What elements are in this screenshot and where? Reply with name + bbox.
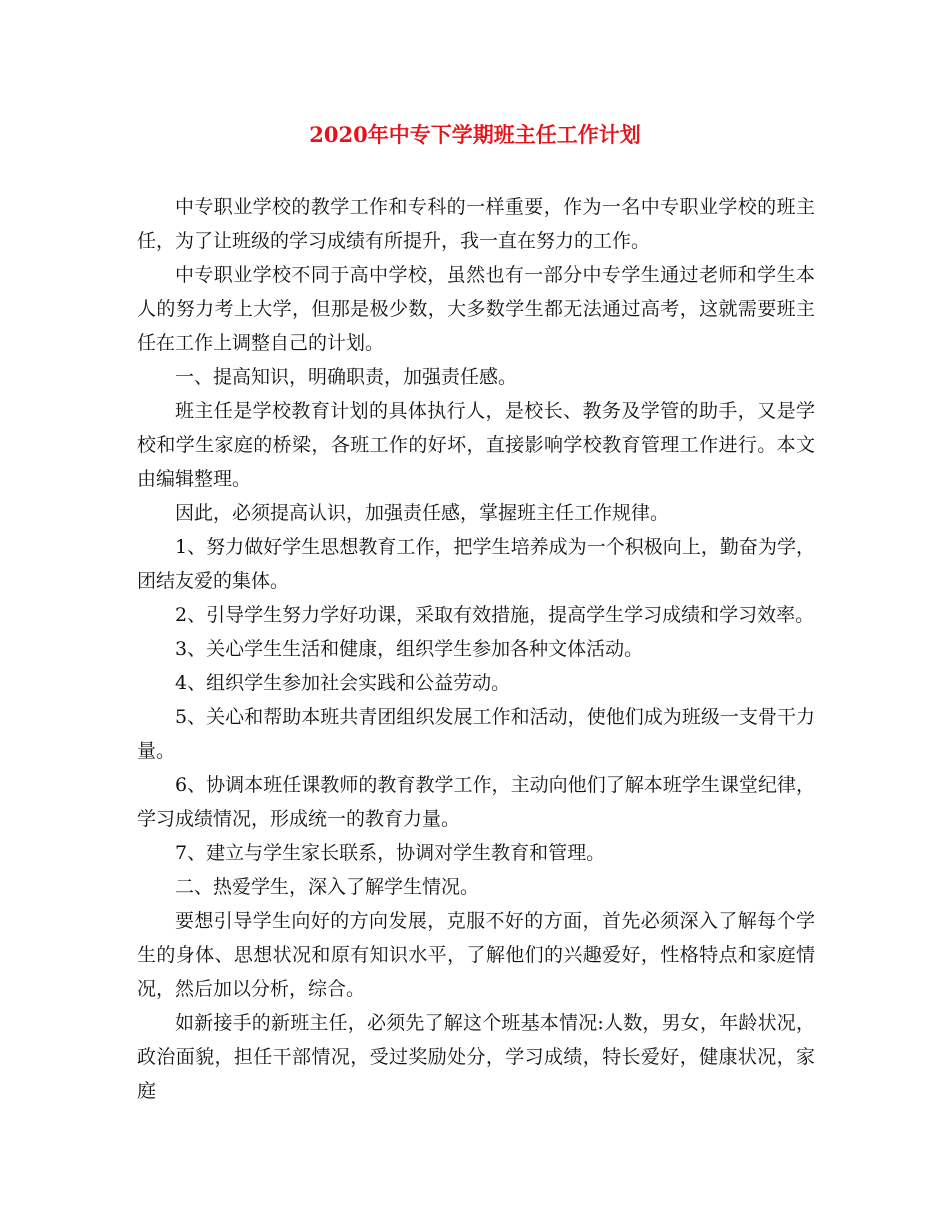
paragraph: 要想引导学生向好的方向发展，克服不好的方面，首先必须深入了解每个学生的身体、思想状况和原有知识水平，了解他们的兴趣爱好，性格特点和家庭情况，然后加以分析，综合。 [137,910,815,1000]
section-heading: 二、热爱学生，深入了解学生情况。 [175,876,480,898]
list-item: 1、努力做好学生思想教育工作，把学生培养成为一个积极向上，勤奋为学，团结友爱的集体。 [137,536,815,592]
list-item: 3、关心学生生活和健康，组织学生参加各种文体活动。 [175,638,644,660]
paragraph: 如新接手的新班主任，必须先了解这个班基本情况:人数，男女，年龄状况，政治面貌，担任干部情况，受过奖励处分，学习成绩，特长爱好，健康状况，家庭 [137,1012,815,1102]
paragraph: 中专职业学校不同于高中学校，虽然也有一部分中专学生通过老师和学生本人的努力考上大学，但那是极少数，大多数学生都无法通过高考，这就需要班主任在工作上调整自己的计划。 [137,264,815,354]
document-title: 2020年中专下学期班主任工作计划 [309,122,641,147]
section-heading: 一、提高知识，明确职责，加强责任感。 [175,366,518,388]
paragraph: 因此，必须提高认识，加强责任感，掌握班主任工作规律。 [175,502,670,524]
paragraph: 中专职业学校的教学工作和专科的一样重要，作为一名中专职业学校的班主任，为了让班级的学习成绩有所提升，我一直在努力的工作。 [137,196,815,252]
list-item: 2、引导学生努力学好功课，采取有效措施，提高学生学习成绩和学习效率。 [175,604,815,626]
list-item: 6、协调本班任课教师的教育教学工作，主动向他们了解本班学生课堂纪律，学习成绩情况，形成统一的教育力量。 [137,774,815,830]
list-item: 7、建立与学生家长联系，协调对学生教育和管理。 [175,842,606,864]
list-item: 4、组织学生参加社会实践和公益劳动。 [175,672,511,694]
list-item: 5、关心和帮助本班共青团组织发展工作和活动，使他们成为班级一支骨干力量。 [137,706,815,762]
document-body [137,190,815,1108]
paragraph: 班主任是学校教育计划的具体执行人，是校长、教务及学管的助手，又是学校和学生家庭的桥梁，各班工作的好坏，直接影响学校教育管理工作进行。本文由编辑整理。 [137,400,815,490]
